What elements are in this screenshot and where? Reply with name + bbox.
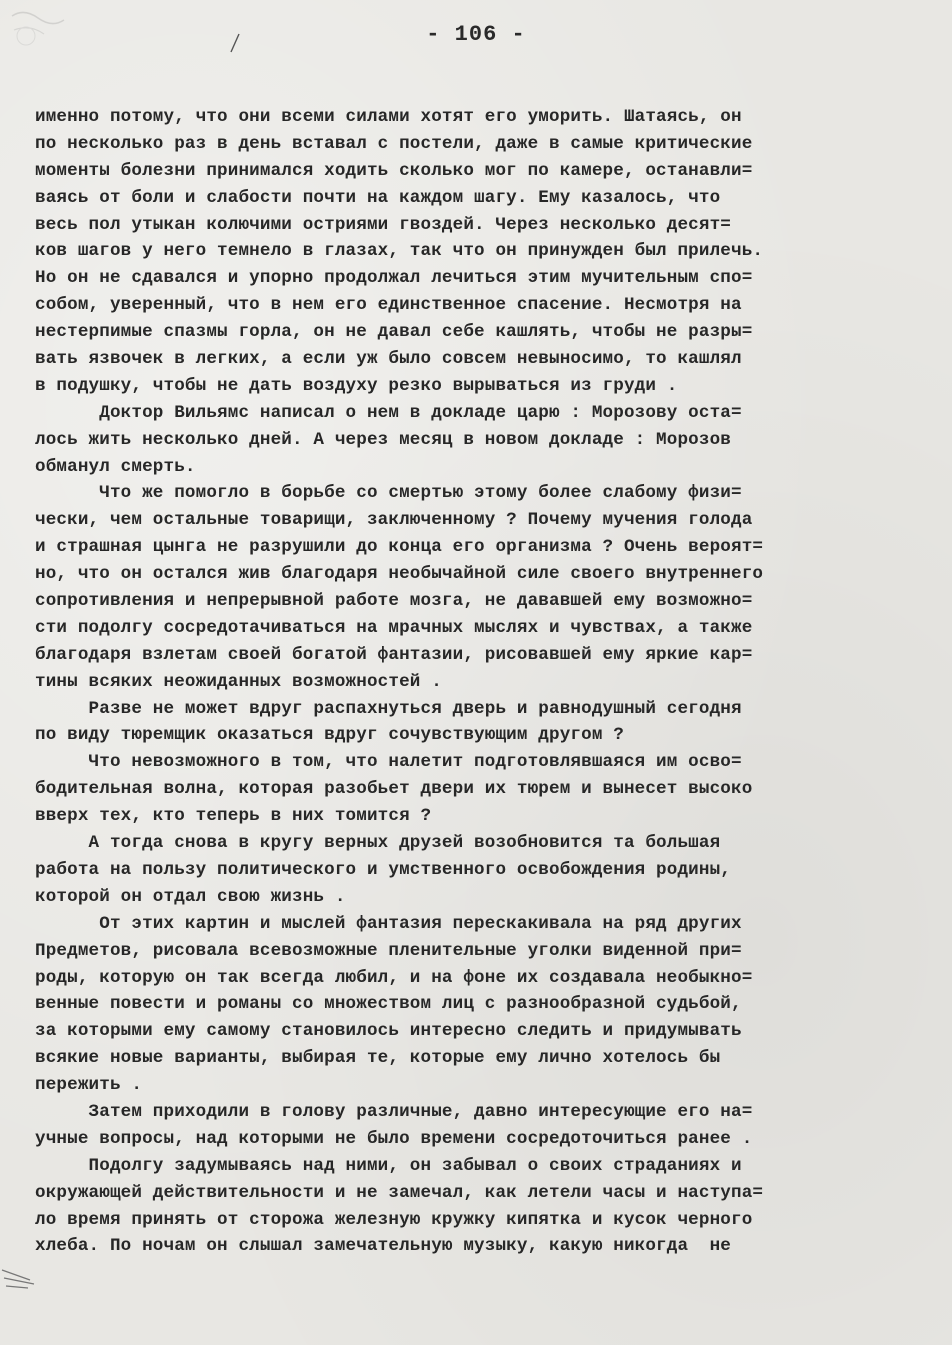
- text-line: ков шагов у него темнело в глазах, так что он принужден был прилечь.: [35, 241, 764, 262]
- text-line: бодительная волна, которая разобьет двери их тюрем и вынесет высоко: [35, 779, 753, 800]
- text-line: окружающей действительности и не замечал, как летели часы и наступа=: [35, 1182, 764, 1203]
- text-line: Что же помогло в борьбе со смертью этому более слабому физи=: [35, 483, 742, 504]
- text-line: Предметов, рисовала всевозможные пленительные уголки виденной при=: [35, 940, 742, 961]
- page-number: - 106 -: [426, 22, 526, 47]
- text-line: Что невозможного в том, что налетит подготовлявшаяся им осво=: [35, 752, 742, 773]
- text-line: учные вопросы, над которыми не было времени сосредоточиться ранее .: [35, 1128, 753, 1149]
- text-line: по виду тюремщик оказаться вдруг сочувствующим другом ?: [35, 725, 624, 746]
- text-line: Затем приходили в голову различные, давно интересующие его на=: [35, 1101, 753, 1122]
- text-line: сти подолгу сосредотачиваться на мрачных мыслях и чувствах, а также: [35, 617, 753, 638]
- text-line: Разве не может вдруг распахнуться дверь и равнодушный сегодня: [35, 698, 742, 719]
- text-line: А тогда снова в кругу верных друзей возобновится та большая: [35, 833, 721, 854]
- text-line: тины всяких неожиданных возможностей .: [35, 671, 442, 692]
- text-line: вверх тех, кто теперь в них томится ?: [35, 806, 432, 827]
- text-line: собом, уверенный, что в нем его единственное спасение. Несмотря на: [35, 295, 742, 316]
- text-line: Подолгу задумываясь над ними, он забывал о своих страданиях и: [35, 1155, 742, 1176]
- text-line: венные повести и романы со множеством лиц с разнообразной судьбой,: [35, 994, 742, 1015]
- text-line: лось жить несколько дней. А через месяц в новом докладе : Морозов: [35, 429, 732, 450]
- text-line: нестерпимые спазмы горла, он не давал себе кашлять, чтобы не разры=: [35, 322, 753, 343]
- text-line: и страшная цынга не разрушили до конца его организма ? Очень вероят=: [35, 537, 764, 558]
- text-line: в подушку, чтобы не дать воздуху резко вырываться из груди .: [35, 375, 678, 396]
- text-line: по несколько раз в день вставал с постели, даже в самые критические: [35, 133, 753, 154]
- text-line: всякие новые варианты, выбирая те, которые ему лично хотелось бы: [35, 1048, 721, 1069]
- text-line: ло время принять от сторожа железную кружку кипятка и кусок черного: [35, 1209, 753, 1230]
- text-line: сопротивления и непрерывной работе мозга, не дававшей ему возможно=: [35, 591, 753, 612]
- text-line: вать язвочек в легких, а если уж было совсем невыносимо, то кашлял: [35, 349, 742, 370]
- text-line: которой он отдал свою жизнь .: [35, 886, 346, 907]
- text-line: Но он не сдавался и упорно продолжал лечиться этим мучительным спо=: [35, 268, 753, 289]
- text-line: роды, которую он так всегда любил, и на фоне их создавала необыкно=: [35, 967, 753, 988]
- text-line: моменты болезни принимался ходить сколько мог по камере, останавли=: [35, 160, 753, 181]
- text-line: ваясь от боли и слабости почти на каждом шагу. Ему казалось, что: [35, 187, 721, 208]
- text-line: работа на пользу политического и умственного освобождения родины,: [35, 859, 732, 880]
- text-line: но, что он остался жив благодаря необычайной силе своего внутреннего: [35, 564, 764, 585]
- text-line: хлеба. По ночам он слышал замечательную музыку, какую никогда не: [35, 1236, 732, 1257]
- text-line: Доктор Вильямс написал о нем в докладе царю : Морозову оста=: [35, 402, 742, 423]
- text-line: именно потому, что они всеми силами хотят его уморить. Шатаясь, он: [35, 107, 742, 127]
- margin-scribble-icon: [0, 1258, 40, 1298]
- text-line: обманул смерть.: [35, 456, 196, 477]
- text-line: пережить .: [35, 1075, 143, 1096]
- typed-text-body: [35, 104, 925, 1260]
- text-line: чески, чем остальные товарищи, заключенному ? Почему мучения голода: [35, 510, 753, 531]
- text-line: От этих картин и мыслей фантазия перескакивала на ряд других: [35, 913, 742, 934]
- text-line: за которыми ему самому становилось интересно следить и придумывать: [35, 1021, 742, 1042]
- text-line: благодаря взлетам своей богатой фантазии, рисовавшей ему яркие кар=: [35, 644, 753, 665]
- text-line: весь пол утыкан колючими остриями гвоздей. Через несколько десят=: [35, 214, 732, 235]
